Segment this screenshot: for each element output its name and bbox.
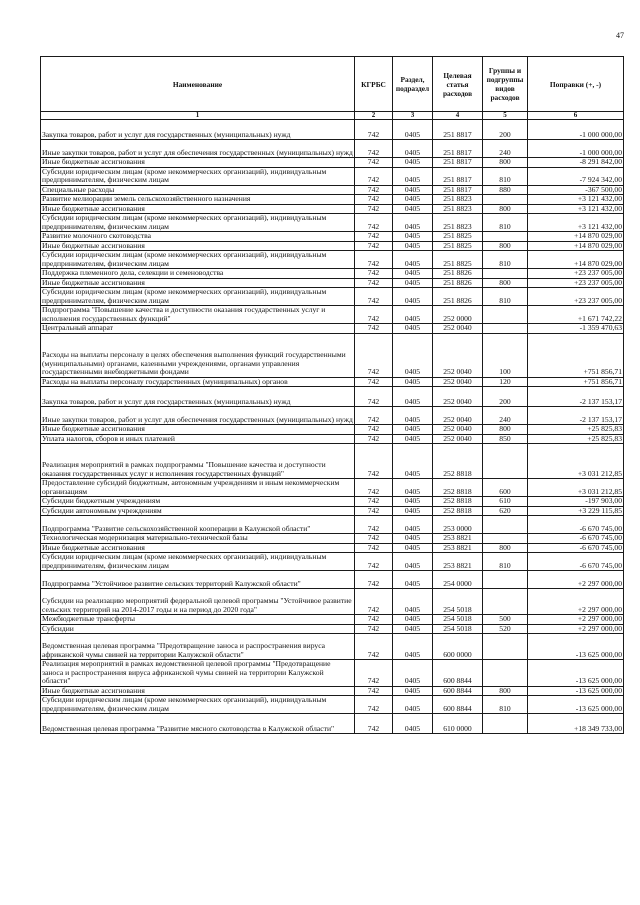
table-row bbox=[41, 269, 624, 279]
row-kgrbs-cell: 742 bbox=[355, 553, 393, 571]
row-name-cell: Закупка товаров, работ и услуг для государственных (муниципальных) нужд bbox=[41, 387, 355, 407]
row-vr-cell: 600 bbox=[483, 479, 528, 497]
row-csr-cell: 610 0000 bbox=[433, 714, 483, 734]
table-row bbox=[41, 714, 624, 734]
table-row bbox=[41, 425, 624, 435]
row-razdel-cell: 0405 bbox=[393, 278, 433, 288]
row-sum-cell: -6 670 745,00 bbox=[528, 553, 624, 571]
row-kgrbs-cell: 742 bbox=[355, 120, 393, 140]
row-razdel-cell: 0405 bbox=[393, 589, 433, 615]
row-csr-cell: 252 0040 bbox=[433, 434, 483, 444]
row-vr-cell: 880 bbox=[483, 185, 528, 195]
table-row bbox=[41, 232, 624, 242]
row-kgrbs-cell: 742 bbox=[355, 232, 393, 242]
table-row bbox=[41, 615, 624, 625]
row-csr-cell: 254 5018 bbox=[433, 589, 483, 615]
row-vr-cell: 810 bbox=[483, 696, 528, 714]
row-name-cell: Субсидии автономным учреждениям bbox=[41, 506, 355, 516]
row-kgrbs-cell: 742 bbox=[355, 288, 393, 306]
row-name-cell: Субсидии юридическим лицам (кроме некоммерческих организаций), индивидуальным предпринимателям, физическим лицам bbox=[41, 167, 355, 185]
row-csr-cell: 252 8818 bbox=[433, 444, 483, 479]
row-csr-cell: 252 8818 bbox=[433, 497, 483, 507]
row-csr-cell: 252 0000 bbox=[433, 306, 483, 324]
table-body bbox=[41, 120, 624, 734]
table-row bbox=[41, 624, 624, 634]
row-vr-cell: 810 bbox=[483, 214, 528, 232]
row-vr-cell: 120 bbox=[483, 377, 528, 387]
row-name-cell: Субсидии юридическим лицам (кроме некоммерческих организаций), индивидуальным предпринимателям, физическим лицам bbox=[41, 696, 355, 714]
row-sum-cell: -367 500,00 bbox=[528, 185, 624, 195]
row-razdel-cell: 0405 bbox=[393, 534, 433, 544]
row-sum-cell: +751 856,71 bbox=[528, 333, 624, 377]
row-csr-cell: 251 8817 bbox=[433, 140, 483, 158]
row-sum-cell: -2 137 153,17 bbox=[528, 387, 624, 407]
row-sum-cell: -2 137 153,17 bbox=[528, 407, 624, 425]
row-sum-cell: +25 825,83 bbox=[528, 434, 624, 444]
row-name-cell: Иные бюджетные ассигнования bbox=[41, 425, 355, 435]
row-vr-cell: 810 bbox=[483, 167, 528, 185]
row-name-cell: Реализация мероприятий в рамках ведомственной целевой программы "Предотвращение заноса и распространения вируса африканской чумы свиней на территории Калужской области" bbox=[41, 660, 355, 687]
table-row bbox=[41, 120, 624, 140]
row-sum-cell: -1 359 470,63 bbox=[528, 324, 624, 334]
column-number: 3 bbox=[393, 112, 433, 120]
row-razdel-cell: 0405 bbox=[393, 686, 433, 696]
row-name-cell: Иные бюджетные ассигнования bbox=[41, 543, 355, 553]
row-sum-cell: +3 121 432,00 bbox=[528, 195, 624, 205]
column-number-row bbox=[41, 112, 624, 120]
row-kgrbs-cell: 742 bbox=[355, 506, 393, 516]
row-kgrbs-cell: 742 bbox=[355, 634, 393, 660]
row-razdel-cell: 0405 bbox=[393, 714, 433, 734]
table-row bbox=[41, 214, 624, 232]
table-header-row bbox=[41, 57, 624, 112]
row-kgrbs-cell: 742 bbox=[355, 434, 393, 444]
row-sum-cell: +1 671 742,22 bbox=[528, 306, 624, 324]
row-kgrbs-cell: 742 bbox=[355, 497, 393, 507]
row-csr-cell: 251 8817 bbox=[433, 158, 483, 168]
table-row bbox=[41, 407, 624, 425]
row-csr-cell: 251 8817 bbox=[433, 120, 483, 140]
row-name-cell: Иные бюджетные ассигнования bbox=[41, 278, 355, 288]
row-sum-cell: +2 297 000,00 bbox=[528, 589, 624, 615]
row-name-cell: Иные закупки товаров, работ и услуг для обеспечения государственных (муниципальных) нужд bbox=[41, 407, 355, 425]
row-kgrbs-cell: 742 bbox=[355, 444, 393, 479]
row-razdel-cell: 0405 bbox=[393, 506, 433, 516]
header-csr: Целевая статья расходов bbox=[433, 57, 483, 112]
row-name-cell: Субсидии юридическим лицам (кроме некоммерческих организаций), индивидуальным предпринимателям, физическим лицам bbox=[41, 251, 355, 269]
table-row bbox=[41, 251, 624, 269]
row-sum-cell: +3 229 115,85 bbox=[528, 506, 624, 516]
table-row bbox=[41, 696, 624, 714]
row-kgrbs-cell: 742 bbox=[355, 167, 393, 185]
row-name-cell: Субсидии бюджетным учреждениям bbox=[41, 497, 355, 507]
row-kgrbs-cell: 742 bbox=[355, 571, 393, 589]
row-kgrbs-cell: 742 bbox=[355, 407, 393, 425]
row-name-cell: Иные бюджетные ассигнования bbox=[41, 204, 355, 214]
table-row bbox=[41, 324, 624, 334]
row-sum-cell: +25 825,83 bbox=[528, 425, 624, 435]
table-row bbox=[41, 516, 624, 534]
row-sum-cell: +14 870 029,00 bbox=[528, 251, 624, 269]
row-name-cell: Субсидии юридическим лицам (кроме некоммерческих организаций), индивидуальным предпринимателям, физическим лицам bbox=[41, 553, 355, 571]
row-vr-cell: 800 bbox=[483, 204, 528, 214]
row-kgrbs-cell: 742 bbox=[355, 269, 393, 279]
table-row bbox=[41, 571, 624, 589]
row-vr-cell: 850 bbox=[483, 434, 528, 444]
row-csr-cell: 254 0000 bbox=[433, 571, 483, 589]
column-number: 4 bbox=[433, 112, 483, 120]
table-row bbox=[41, 553, 624, 571]
row-razdel-cell: 0405 bbox=[393, 444, 433, 479]
row-sum-cell: -8 291 842,00 bbox=[528, 158, 624, 168]
row-csr-cell: 253 8821 bbox=[433, 543, 483, 553]
table-row bbox=[41, 634, 624, 660]
row-kgrbs-cell: 742 bbox=[355, 251, 393, 269]
row-sum-cell: -13 625 000,00 bbox=[528, 660, 624, 687]
row-vr-cell: 800 bbox=[483, 158, 528, 168]
row-sum-cell: +2 297 000,00 bbox=[528, 624, 624, 634]
row-csr-cell: 251 8826 bbox=[433, 278, 483, 288]
row-name-cell: Развитие молочного скотоводства bbox=[41, 232, 355, 242]
row-kgrbs-cell: 742 bbox=[355, 204, 393, 214]
row-name-cell: Специальные расходы bbox=[41, 185, 355, 195]
row-razdel-cell: 0405 bbox=[393, 634, 433, 660]
row-vr-cell bbox=[483, 195, 528, 205]
row-vr-cell: 800 bbox=[483, 686, 528, 696]
row-name-cell: Расходы на выплаты персоналу государственных (муниципальных) органов bbox=[41, 377, 355, 387]
row-razdel-cell: 0405 bbox=[393, 543, 433, 553]
row-sum-cell: +3 031 212,85 bbox=[528, 479, 624, 497]
row-csr-cell: 600 8844 bbox=[433, 660, 483, 687]
row-csr-cell: 251 8823 bbox=[433, 204, 483, 214]
column-number: 1 bbox=[41, 112, 355, 120]
row-vr-cell bbox=[483, 232, 528, 242]
header-razdel: Раздел, подраздел bbox=[393, 57, 433, 112]
table-row bbox=[41, 434, 624, 444]
row-csr-cell: 252 8818 bbox=[433, 479, 483, 497]
row-razdel-cell: 0405 bbox=[393, 696, 433, 714]
row-name-cell: Субсидии на реализацию мероприятий федеральной целевой программы "Устойчивое развитие сельских территорий на 2014-2017 годы и на период до 2020 года" bbox=[41, 589, 355, 615]
row-vr-cell bbox=[483, 534, 528, 544]
row-vr-cell: 200 bbox=[483, 387, 528, 407]
row-name-cell: Развитие мелиорации земель сельскохозяйственного назначения bbox=[41, 195, 355, 205]
row-razdel-cell: 0405 bbox=[393, 167, 433, 185]
row-sum-cell: +18 349 733,00 bbox=[528, 714, 624, 734]
table-row bbox=[41, 387, 624, 407]
row-csr-cell: 251 8817 bbox=[433, 167, 483, 185]
row-csr-cell: 251 8825 bbox=[433, 232, 483, 242]
row-csr-cell: 252 0040 bbox=[433, 333, 483, 377]
row-vr-cell bbox=[483, 444, 528, 479]
row-csr-cell: 600 0000 bbox=[433, 634, 483, 660]
row-vr-cell bbox=[483, 714, 528, 734]
row-sum-cell: +3 031 212,85 bbox=[528, 444, 624, 479]
row-sum-cell: -6 670 745,00 bbox=[528, 516, 624, 534]
row-razdel-cell: 0405 bbox=[393, 120, 433, 140]
row-razdel-cell: 0405 bbox=[393, 407, 433, 425]
row-csr-cell: 254 5018 bbox=[433, 615, 483, 625]
row-razdel-cell: 0405 bbox=[393, 624, 433, 634]
table-row bbox=[41, 306, 624, 324]
row-kgrbs-cell: 742 bbox=[355, 158, 393, 168]
row-kgrbs-cell: 742 bbox=[355, 214, 393, 232]
row-vr-cell bbox=[483, 571, 528, 589]
row-csr-cell: 253 8821 bbox=[433, 534, 483, 544]
row-razdel-cell: 0405 bbox=[393, 516, 433, 534]
row-name-cell: Подпрограмма "Развитие сельскохозяйственной кооперации в Калужской области" bbox=[41, 516, 355, 534]
row-sum-cell: +23 237 005,00 bbox=[528, 269, 624, 279]
row-vr-cell bbox=[483, 660, 528, 687]
row-csr-cell: 251 8817 bbox=[433, 185, 483, 195]
row-kgrbs-cell: 742 bbox=[355, 714, 393, 734]
row-name-cell: Уплата налогов, сборов и иных платежей bbox=[41, 434, 355, 444]
row-razdel-cell: 0405 bbox=[393, 185, 433, 195]
row-csr-cell: 600 8844 bbox=[433, 686, 483, 696]
table-row bbox=[41, 167, 624, 185]
table-row bbox=[41, 479, 624, 497]
row-kgrbs-cell: 742 bbox=[355, 377, 393, 387]
row-razdel-cell: 0405 bbox=[393, 241, 433, 251]
row-csr-cell: 251 8823 bbox=[433, 214, 483, 232]
table-row bbox=[41, 158, 624, 168]
row-razdel-cell: 0405 bbox=[393, 660, 433, 687]
row-name-cell: Реализация мероприятий в рамках подпрограммы "Повышение качества и доступности оказания государственных услуг и исполнения государственных функций" bbox=[41, 444, 355, 479]
row-csr-cell: 252 0040 bbox=[433, 377, 483, 387]
row-kgrbs-cell: 742 bbox=[355, 324, 393, 334]
row-csr-cell: 251 8825 bbox=[433, 241, 483, 251]
row-razdel-cell: 0405 bbox=[393, 387, 433, 407]
row-kgrbs-cell: 742 bbox=[355, 140, 393, 158]
row-kgrbs-cell: 742 bbox=[355, 185, 393, 195]
row-vr-cell: 800 bbox=[483, 425, 528, 435]
row-razdel-cell: 0405 bbox=[393, 140, 433, 158]
row-vr-cell bbox=[483, 589, 528, 615]
row-kgrbs-cell: 742 bbox=[355, 589, 393, 615]
row-kgrbs-cell: 742 bbox=[355, 387, 393, 407]
row-csr-cell: 251 8826 bbox=[433, 288, 483, 306]
row-razdel-cell: 0405 bbox=[393, 434, 433, 444]
row-razdel-cell: 0405 bbox=[393, 333, 433, 377]
row-sum-cell: +14 870 029,00 bbox=[528, 232, 624, 242]
row-name-cell: Технологическая модернизация материально-технической базы bbox=[41, 534, 355, 544]
row-sum-cell: -7 924 342,00 bbox=[528, 167, 624, 185]
row-kgrbs-cell: 742 bbox=[355, 686, 393, 696]
row-vr-cell: 810 bbox=[483, 288, 528, 306]
header-kgrbs: КГРБС bbox=[355, 57, 393, 112]
row-sum-cell: +14 870 029,00 bbox=[528, 241, 624, 251]
row-sum-cell: -13 625 000,00 bbox=[528, 696, 624, 714]
row-csr-cell: 252 0040 bbox=[433, 425, 483, 435]
row-vr-cell: 800 bbox=[483, 241, 528, 251]
row-vr-cell bbox=[483, 634, 528, 660]
row-razdel-cell: 0405 bbox=[393, 553, 433, 571]
table-row bbox=[41, 660, 624, 687]
row-name-cell: Закупка товаров, работ и услуг для государственных (муниципальных) нужд bbox=[41, 120, 355, 140]
row-kgrbs-cell: 742 bbox=[355, 660, 393, 687]
row-sum-cell: +3 121 432,00 bbox=[528, 204, 624, 214]
row-csr-cell: 251 8825 bbox=[433, 251, 483, 269]
row-razdel-cell: 0405 bbox=[393, 158, 433, 168]
row-razdel-cell: 0405 bbox=[393, 251, 433, 269]
row-vr-cell: 610 bbox=[483, 497, 528, 507]
row-kgrbs-cell: 742 bbox=[355, 425, 393, 435]
row-kgrbs-cell: 742 bbox=[355, 615, 393, 625]
row-razdel-cell: 0405 bbox=[393, 571, 433, 589]
row-razdel-cell: 0405 bbox=[393, 214, 433, 232]
row-kgrbs-cell: 742 bbox=[355, 534, 393, 544]
row-sum-cell: +23 237 005,00 bbox=[528, 288, 624, 306]
row-csr-cell: 254 5018 bbox=[433, 624, 483, 634]
row-razdel-cell: 0405 bbox=[393, 497, 433, 507]
row-vr-cell: 800 bbox=[483, 278, 528, 288]
row-name-cell: Субсидии юридическим лицам (кроме некоммерческих организаций), индивидуальным предпринимателям, физическим лицам bbox=[41, 288, 355, 306]
row-vr-cell: 810 bbox=[483, 251, 528, 269]
row-name-cell: Иные закупки товаров, работ и услуг для обеспечения государственных (муниципальных) нужд bbox=[41, 140, 355, 158]
row-vr-cell: 800 bbox=[483, 543, 528, 553]
row-csr-cell: 252 0040 bbox=[433, 407, 483, 425]
header-vr: Группы и подгруппы видов расходов bbox=[483, 57, 528, 112]
row-csr-cell: 253 8821 bbox=[433, 553, 483, 571]
header-sum: Поправки (+, -) bbox=[528, 57, 624, 112]
row-razdel-cell: 0405 bbox=[393, 425, 433, 435]
row-kgrbs-cell: 742 bbox=[355, 278, 393, 288]
row-sum-cell: +3 121 432,00 bbox=[528, 214, 624, 232]
row-sum-cell: +2 297 000,00 bbox=[528, 571, 624, 589]
row-sum-cell: -6 670 745,00 bbox=[528, 534, 624, 544]
column-number: 5 bbox=[483, 112, 528, 120]
row-csr-cell: 252 0040 bbox=[433, 324, 483, 334]
header-name: Наименование bbox=[41, 57, 355, 112]
row-razdel-cell: 0405 bbox=[393, 204, 433, 214]
row-sum-cell: -1 000 000,00 bbox=[528, 120, 624, 140]
row-name-cell: Иные бюджетные ассигнования bbox=[41, 158, 355, 168]
row-name-cell: Подпрограмма "Устойчивое развитие сельских территорий Калужской области" bbox=[41, 571, 355, 589]
column-number: 6 bbox=[528, 112, 624, 120]
budget-amendments-table bbox=[40, 56, 624, 734]
row-razdel-cell: 0405 bbox=[393, 324, 433, 334]
row-sum-cell: +2 297 000,00 bbox=[528, 615, 624, 625]
row-razdel-cell: 0405 bbox=[393, 615, 433, 625]
row-sum-cell: -197 903,00 bbox=[528, 497, 624, 507]
table-row bbox=[41, 195, 624, 205]
row-sum-cell: +751 856,71 bbox=[528, 377, 624, 387]
row-kgrbs-cell: 742 bbox=[355, 516, 393, 534]
row-name-cell: Поддержка племенного дела, селекции и семеноводства bbox=[41, 269, 355, 279]
row-vr-cell: 500 bbox=[483, 615, 528, 625]
row-kgrbs-cell: 742 bbox=[355, 479, 393, 497]
row-vr-cell: 520 bbox=[483, 624, 528, 634]
row-name-cell: Межбюджетные трансферты bbox=[41, 615, 355, 625]
row-kgrbs-cell: 742 bbox=[355, 333, 393, 377]
row-vr-cell: 200 bbox=[483, 120, 528, 140]
row-sum-cell: -13 625 000,00 bbox=[528, 634, 624, 660]
row-razdel-cell: 0405 bbox=[393, 306, 433, 324]
row-csr-cell: 251 8823 bbox=[433, 195, 483, 205]
row-csr-cell: 252 0040 bbox=[433, 387, 483, 407]
row-razdel-cell: 0405 bbox=[393, 232, 433, 242]
table-row bbox=[41, 497, 624, 507]
row-sum-cell: -1 000 000,00 bbox=[528, 140, 624, 158]
row-vr-cell bbox=[483, 324, 528, 334]
table-row bbox=[41, 377, 624, 387]
row-sum-cell: -13 625 000,00 bbox=[528, 686, 624, 696]
row-name-cell: Расходы на выплаты персоналу в целях обеспечения выполнения функций государственными (муниципальными) органами, казенными учреждениями, органами управления государственными внебюджетными фондами bbox=[41, 333, 355, 377]
row-vr-cell bbox=[483, 269, 528, 279]
row-name-cell: Ведомственная целевая программа "Развитие мясного скотоводства в Калужской области" bbox=[41, 714, 355, 734]
row-vr-cell: 810 bbox=[483, 553, 528, 571]
row-name-cell: Субсидии юридическим лицам (кроме некоммерческих организаций), индивидуальным предпринимателям, физическим лицам bbox=[41, 214, 355, 232]
row-csr-cell: 252 8818 bbox=[433, 506, 483, 516]
table-row bbox=[41, 288, 624, 306]
column-number: 2 bbox=[355, 112, 393, 120]
row-vr-cell: 240 bbox=[483, 140, 528, 158]
row-razdel-cell: 0405 bbox=[393, 269, 433, 279]
row-kgrbs-cell: 742 bbox=[355, 241, 393, 251]
row-csr-cell: 600 8844 bbox=[433, 696, 483, 714]
table-row bbox=[41, 589, 624, 615]
row-sum-cell: +23 237 005,00 bbox=[528, 278, 624, 288]
row-razdel-cell: 0405 bbox=[393, 288, 433, 306]
row-csr-cell: 253 0000 bbox=[433, 516, 483, 534]
row-name-cell: Иные бюджетные ассигнования bbox=[41, 241, 355, 251]
row-razdel-cell: 0405 bbox=[393, 195, 433, 205]
table-row bbox=[41, 333, 624, 377]
row-vr-cell: 240 bbox=[483, 407, 528, 425]
row-name-cell: Подпрограмма "Повышение качества и доступности оказания государственных услуг и исполнения государственных функций" bbox=[41, 306, 355, 324]
row-csr-cell: 251 8826 bbox=[433, 269, 483, 279]
row-sum-cell: -6 670 745,00 bbox=[528, 543, 624, 553]
row-kgrbs-cell: 742 bbox=[355, 306, 393, 324]
table-row bbox=[41, 444, 624, 479]
row-kgrbs-cell: 742 bbox=[355, 543, 393, 553]
row-vr-cell bbox=[483, 516, 528, 534]
row-name-cell: Субсидии bbox=[41, 624, 355, 634]
table-row bbox=[41, 140, 624, 158]
page-number: 47 bbox=[616, 31, 624, 40]
row-name-cell: Центральный аппарат bbox=[41, 324, 355, 334]
row-razdel-cell: 0405 bbox=[393, 479, 433, 497]
row-kgrbs-cell: 742 bbox=[355, 696, 393, 714]
row-vr-cell: 620 bbox=[483, 506, 528, 516]
table-row bbox=[41, 506, 624, 516]
row-vr-cell bbox=[483, 306, 528, 324]
table-row bbox=[41, 534, 624, 544]
row-razdel-cell: 0405 bbox=[393, 377, 433, 387]
row-name-cell: Иные бюджетные ассигнования bbox=[41, 686, 355, 696]
row-kgrbs-cell: 742 bbox=[355, 195, 393, 205]
row-vr-cell: 100 bbox=[483, 333, 528, 377]
row-name-cell: Предоставление субсидий бюджетным, автономным учреждениям и иным некоммерческим организациям bbox=[41, 479, 355, 497]
row-kgrbs-cell: 742 bbox=[355, 624, 393, 634]
row-name-cell: Ведомственная целевая программа "Предотвращение заноса и распространения вируса африканской чумы свиней на территории Калужской области" bbox=[41, 634, 355, 660]
